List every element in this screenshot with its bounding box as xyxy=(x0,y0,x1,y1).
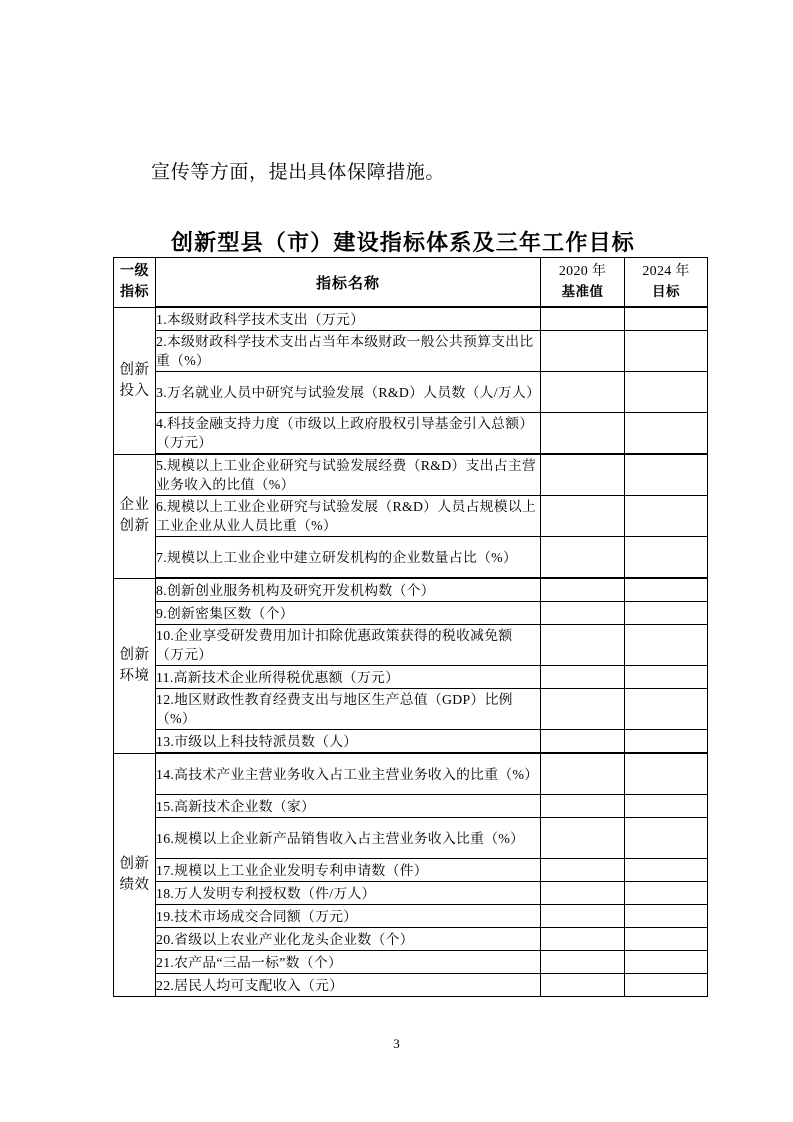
category-label-line1: 创新 xyxy=(119,855,150,872)
category-label-line2: 环境 xyxy=(119,667,150,684)
baseline-value-cell[interactable] xyxy=(541,882,625,905)
baseline-value-cell[interactable] xyxy=(541,372,625,413)
header-target xyxy=(625,258,708,308)
category-label-line2: 投入 xyxy=(119,382,150,399)
target-value-cell[interactable] xyxy=(625,974,708,997)
target-value-cell[interactable] xyxy=(625,413,708,455)
indicator-name-cell: 4.科技金融支持力度（市级以上政府股权引导基金引入总额）（万元） xyxy=(156,413,541,455)
baseline-value-cell[interactable] xyxy=(541,905,625,928)
target-value-cell[interactable] xyxy=(625,537,708,579)
baseline-value-cell[interactable] xyxy=(541,795,625,818)
table-row xyxy=(114,413,708,455)
indicator-name-cell: 7.规模以上工业企业中建立研发机构的企业数量占比（%） xyxy=(156,537,541,579)
target-value-cell[interactable] xyxy=(625,859,708,882)
baseline-value-cell[interactable] xyxy=(541,974,625,997)
category-label-line1: 创新 xyxy=(119,361,150,378)
table-row xyxy=(114,928,708,951)
indicator-table-container xyxy=(113,257,707,997)
target-value-cell[interactable] xyxy=(625,372,708,413)
target-value-cell[interactable] xyxy=(625,730,708,754)
table-row xyxy=(114,882,708,905)
target-value-cell[interactable] xyxy=(625,625,708,666)
intro-paragraph: 宣传等方面，提出具体保障措施。 xyxy=(151,162,446,183)
indicator-name-cell: 11.高新技术企业所得税优惠额（万元） xyxy=(156,666,541,689)
indicator-name-cell: 12.地区财政性教育经费支出与地区生产总值（GDP）比例（%） xyxy=(156,689,541,730)
baseline-value-cell[interactable] xyxy=(541,413,625,455)
baseline-value-cell[interactable] xyxy=(541,331,625,372)
target-value-cell[interactable] xyxy=(625,905,708,928)
baseline-value-cell[interactable] xyxy=(541,818,625,859)
target-value-cell[interactable] xyxy=(625,882,708,905)
header-baseline-label: 基准值 xyxy=(561,284,604,300)
baseline-value-cell[interactable] xyxy=(541,859,625,882)
baseline-value-cell[interactable] xyxy=(541,537,625,579)
baseline-value-cell[interactable] xyxy=(541,602,625,625)
indicator-name-cell: 22.居民人均可支配收入（元） xyxy=(156,974,541,997)
indicator-name-cell: 5.规模以上工业企业研究与试验发展经费（R&D）支出占主营业务收入的比值（%） xyxy=(156,454,541,496)
baseline-value-cell[interactable] xyxy=(541,951,625,974)
target-value-cell[interactable] xyxy=(625,454,708,496)
target-value-cell[interactable] xyxy=(625,753,708,795)
indicator-name-cell: 6.规模以上工业企业研究与试验发展（R&D）人员占规模以上工业企业从业人员比重（%） xyxy=(156,496,541,537)
table-row xyxy=(114,496,708,537)
indicator-name-cell: 20.省级以上农业产业化龙头企业数（个） xyxy=(156,928,541,951)
table-header-row xyxy=(114,258,708,308)
baseline-value-cell[interactable] xyxy=(541,689,625,730)
baseline-value-cell[interactable] xyxy=(541,928,625,951)
baseline-value-cell[interactable] xyxy=(541,753,625,795)
page-title: 创新型县（市）建设指标体系及三年工作目标 xyxy=(170,230,635,256)
header-category-line2: 指标 xyxy=(120,284,149,301)
target-value-cell[interactable] xyxy=(625,666,708,689)
header-category xyxy=(114,258,156,308)
baseline-value-cell[interactable] xyxy=(541,454,625,496)
category-cell xyxy=(114,307,156,454)
target-value-cell[interactable] xyxy=(625,928,708,951)
header-baseline xyxy=(541,258,625,308)
indicator-name-cell: 8.创新创业服务机构及研究开发机构数（个） xyxy=(156,578,541,602)
header-indicator-name: 指标名称 xyxy=(156,258,541,308)
indicator-name-cell: 21.农产品“三品一标”数（个） xyxy=(156,951,541,974)
category-label-line2: 绩效 xyxy=(119,876,150,893)
category-cell xyxy=(114,578,156,753)
header-target-label: 目标 xyxy=(652,284,680,300)
indicator-name-cell: 15.高新技术企业数（家） xyxy=(156,795,541,818)
category-label-line1: 企业 xyxy=(119,497,150,513)
header-category-line1: 一级 xyxy=(120,263,149,280)
table-row xyxy=(114,795,708,818)
table-row xyxy=(114,951,708,974)
target-value-cell[interactable] xyxy=(625,496,708,537)
category-cell xyxy=(114,454,156,578)
indicator-name-cell: 17.规模以上工业企业发明专利申请数（件） xyxy=(156,859,541,882)
header-baseline-year: 2020 年 xyxy=(558,264,607,279)
table-row xyxy=(114,578,708,602)
target-value-cell[interactable] xyxy=(625,602,708,625)
target-value-cell[interactable] xyxy=(625,689,708,730)
baseline-value-cell[interactable] xyxy=(541,496,625,537)
table-row xyxy=(114,625,708,666)
table-row xyxy=(114,331,708,372)
indicator-table xyxy=(113,257,708,997)
table-row xyxy=(114,753,708,795)
table-row xyxy=(114,602,708,625)
indicator-name-cell: 9.创新密集区数（个） xyxy=(156,602,541,625)
table-row xyxy=(114,730,708,754)
baseline-value-cell[interactable] xyxy=(541,666,625,689)
page-number: 3 xyxy=(393,1036,400,1051)
indicator-name-cell: 19.技术市场成交合同额（万元） xyxy=(156,905,541,928)
category-cell xyxy=(114,753,156,997)
target-value-cell[interactable] xyxy=(625,951,708,974)
target-value-cell[interactable] xyxy=(625,307,708,331)
table-row xyxy=(114,372,708,413)
table-row xyxy=(114,307,708,331)
target-value-cell[interactable] xyxy=(625,818,708,859)
target-value-cell[interactable] xyxy=(625,795,708,818)
baseline-value-cell[interactable] xyxy=(541,307,625,331)
indicator-name-cell: 1.本级财政科学技术支出（万元） xyxy=(156,307,541,331)
header-target-year: 2024 年 xyxy=(642,264,690,279)
indicator-name-cell: 10.企业享受研发费用加计扣除优惠政策获得的税收减免额（万元） xyxy=(156,625,541,666)
table-row xyxy=(114,689,708,730)
indicator-name-cell: 3.万名就业人员中研究与试验发展（R&D）人员数（人/万人） xyxy=(156,372,541,413)
table-row xyxy=(114,974,708,997)
indicator-name-cell: 16.规模以上企业新产品销售收入占主营业务收入比重（%） xyxy=(156,818,541,859)
indicator-name-cell: 13.市级以上科技特派员数（人） xyxy=(156,730,541,754)
indicator-name-cell: 14.高技术产业主营业务收入占工业主营业务收入的比重（%） xyxy=(156,753,541,795)
baseline-value-cell[interactable] xyxy=(541,625,625,666)
indicator-name-cell: 18.万人发明专利授权数（件/万人） xyxy=(156,882,541,905)
indicator-name-cell: 2.本级财政科学技术支出占当年本级财政一般公共预算支出比重（%） xyxy=(156,331,541,372)
baseline-value-cell[interactable] xyxy=(541,730,625,754)
target-value-cell[interactable] xyxy=(625,331,708,372)
table-row xyxy=(114,454,708,496)
baseline-value-cell[interactable] xyxy=(541,578,625,602)
table-row xyxy=(114,818,708,859)
table-row xyxy=(114,537,708,579)
table-row xyxy=(114,905,708,928)
category-label-line1: 创新 xyxy=(119,646,150,663)
category-label-line2: 创新 xyxy=(119,518,150,534)
table-row xyxy=(114,859,708,882)
target-value-cell[interactable] xyxy=(625,578,708,602)
table-row xyxy=(114,666,708,689)
